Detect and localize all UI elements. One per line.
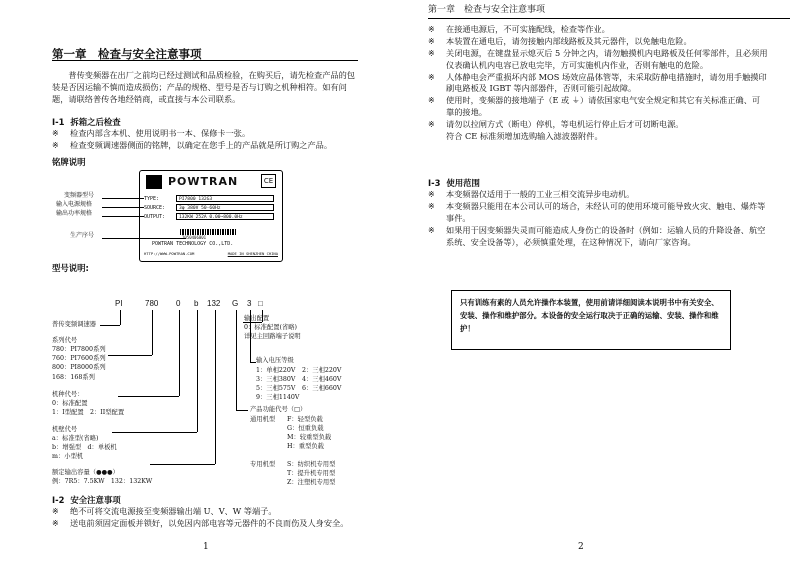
- label-machine-code: 机种代号： 0：标准配置 1：I型配置 2：II型配置: [52, 391, 125, 417]
- list-item: ※ 在接通电源后，不可实施配线，检查等作业。: [428, 24, 610, 34]
- list-item: ※ 绝不可将交流电源接至变频器输出端 U、V、W 等端子。: [52, 506, 277, 517]
- nameplate-url: HTTP://WWW.POWTRAN.COM: [144, 251, 195, 256]
- code-voltage: 3: [247, 299, 252, 308]
- label-output-config: 输出配置 0：标准配置(省略) 详见主回路端子说明: [244, 315, 301, 341]
- list-item: ※ 人体静电会严重损坏内部 MOS 场效应晶体管等，未采取防静电措施时，请勿用手触摸印刷电路板及 IGBT 等内部器件，否则可能引起故障。: [428, 71, 767, 94]
- nameplate-row-type: TYPE: PI7800 132G3: [144, 195, 276, 203]
- warning-box: 只有训练有素的人员允许操作本装置，使用前请详细阅读本说明书中有关安全、安装、操作和维护部分。本设备的安全运行取决于正确的运输、安装、操作和维护！: [451, 290, 731, 350]
- leader-line: [236, 410, 248, 411]
- section-heading: I-1 拆箱之后检查: [52, 117, 121, 127]
- list-item: ※ 本变频器只能用在本公司认可的场合，未经认可的使用环境可能导致火灾、触电、爆炸等事件。: [428, 201, 766, 223]
- title-rule: [52, 60, 358, 61]
- code-pi: PI: [115, 299, 123, 308]
- ce-mark-icon: CE: [261, 174, 276, 188]
- callout-line: [102, 216, 144, 217]
- list-item: ※ 请勿以拉闸方式（断电）停机，等电机运行停止后才可切断电源。: [428, 119, 684, 130]
- label-model-type: 机壁代号 a：标准型(省略) b：增强型 d：单板机 m：小型机: [52, 426, 117, 461]
- callout-output: 输出功率规格: [56, 210, 93, 217]
- callout-input: 输入电源规格: [56, 201, 93, 208]
- label-function-general: 通用机型 F：轻型负载 G：恒重负载 M：较重型负载 H：重型负载: [250, 416, 332, 451]
- intro-paragraph: 普传变频器在出厂之前均已经过测试和品质检验，在购买后，请先检查产品的包装是否因运输不慎而造成损伤；产品的规格、型号是否与订购之机种相符。如有问题，请联络普传各地经销商，或直接与本公司联系。: [52, 70, 355, 104]
- section-unpack: [52, 116, 362, 152]
- callout-model: 变频器型号: [64, 192, 95, 199]
- section-heading: I-3 使用范围: [428, 178, 480, 188]
- label-input-voltage-title: 输入电压等级: [256, 357, 294, 364]
- leader-line: [197, 310, 198, 432]
- list-item: ※ 使用时，变频器的接地端子（E 或 ⏚）请依国家电气安全规定和其它有关标准正确、可靠的接地。: [428, 95, 761, 118]
- nameplate-serial: 2050406001: [182, 235, 207, 240]
- list-item: ※ 如果用于因变频器失灵而可能造成人身伤亡的设备时（例如：运输人员的升降设备、航空系统、安全设备等），必须慎重处理，在这种情况下，请向厂家咨询。: [428, 224, 766, 247]
- section-scope: [428, 177, 768, 249]
- code-function: G: [232, 299, 239, 308]
- nameplate-brand: POWTRAN: [168, 175, 239, 188]
- leader-line: [100, 325, 120, 326]
- list-item: ※ 送电前须固定面板并锁好，以免因内部电容等元器件的不良而伤及人身安全。: [52, 518, 349, 529]
- label-series-code: 系列代号 780：PI7800系列 760：PI7600系列 800：PI8000系列 168：168系列: [52, 337, 106, 381]
- callout-line: [102, 198, 144, 199]
- nameplate-heading: 铭牌说明: [52, 157, 86, 167]
- leader-line: [120, 310, 121, 325]
- label-input-voltage: 1：单相220V 2：三相220V 3：三相380V 4：三相460V 5：三相575V 6：三相660V 9：三相1140V: [256, 367, 342, 402]
- label-rated-power: 额定输出容量（●●●） 例：7R5：7.5KW 132：132KW: [52, 469, 153, 486]
- page-number: 1: [203, 541, 209, 552]
- list-item: ※ 本装置在通电后，请勿接触内部线路板及其元器件，以免触电危险。: [428, 35, 692, 46]
- nameplate-image: [139, 170, 283, 262]
- list-item: ※ 检查变频调速器侧面的铭牌，以确定在您手上的产品就是所订购之产品。: [52, 140, 333, 151]
- label-function-special: 专用机型 S：纺织机专用型 T：提升机专用型 Z：注塑机专用型: [250, 461, 336, 487]
- label-function-title: 产品功能代号（□）: [250, 406, 307, 413]
- nameplate-company: POWTRAN TECHNOLOGY CO.,LTD.: [152, 241, 234, 247]
- callout-line: [102, 238, 186, 239]
- leader-line: [150, 464, 215, 465]
- powtran-logo-icon: [146, 175, 162, 189]
- list-item: ※ 关闭电源，在键盘显示熄灭后 5 分钟之内，请勿触摸机内电路板及任何零部件，且必须用仪表确认机内电容已放电完毕，方可实施机内作业，否则有触电的危险。: [428, 47, 768, 70]
- list-item: ※ 检查内部含本机、使用说明书一本、保修卡一张。: [52, 128, 251, 139]
- leader-line: [152, 310, 153, 355]
- running-header: 第一章 检查与安全注意事项: [428, 4, 790, 19]
- nameplate-row-output: OUTPUT: 132KW 252A 0.00~800.0Hz: [144, 213, 276, 221]
- leader-line: [179, 310, 180, 396]
- model-heading: 型号说明:: [52, 263, 89, 273]
- list-item: ※ 本变频器仅适用于一般的工业三相交流异步电动机。: [428, 189, 635, 200]
- section-safety: [52, 494, 370, 530]
- leader-line: [236, 310, 237, 410]
- label-series-name: 普传变频调速器: [52, 321, 97, 328]
- safety-list-cont: [428, 24, 768, 143]
- code-type: b: [194, 299, 199, 308]
- page-right: [400, 0, 800, 566]
- nameplate-row-source: SOURCE: 3φ 380V 50-60Hz: [144, 204, 276, 212]
- leader-line: [112, 432, 197, 433]
- chapter-title: 第一章 检查与安全注意事项: [52, 47, 202, 61]
- code-series: 780: [145, 299, 159, 308]
- leader-line: [118, 396, 179, 397]
- page-number: 2: [578, 541, 584, 552]
- list-item: 符合 CE 标准须增加选购输入滤波器附件。: [446, 131, 603, 142]
- code-power: 132: [207, 299, 221, 308]
- code-machine: 0: [176, 299, 181, 308]
- section-heading: I-2 安全注意事项: [52, 495, 121, 505]
- callout-serial: 生产序号: [70, 232, 95, 239]
- leader-line: [215, 310, 216, 464]
- code-output: □: [258, 299, 263, 308]
- leader-line: [108, 355, 152, 356]
- nameplate-made-in: MADE IN SHENZHEN CHINA: [227, 251, 278, 256]
- callout-line: [102, 207, 144, 208]
